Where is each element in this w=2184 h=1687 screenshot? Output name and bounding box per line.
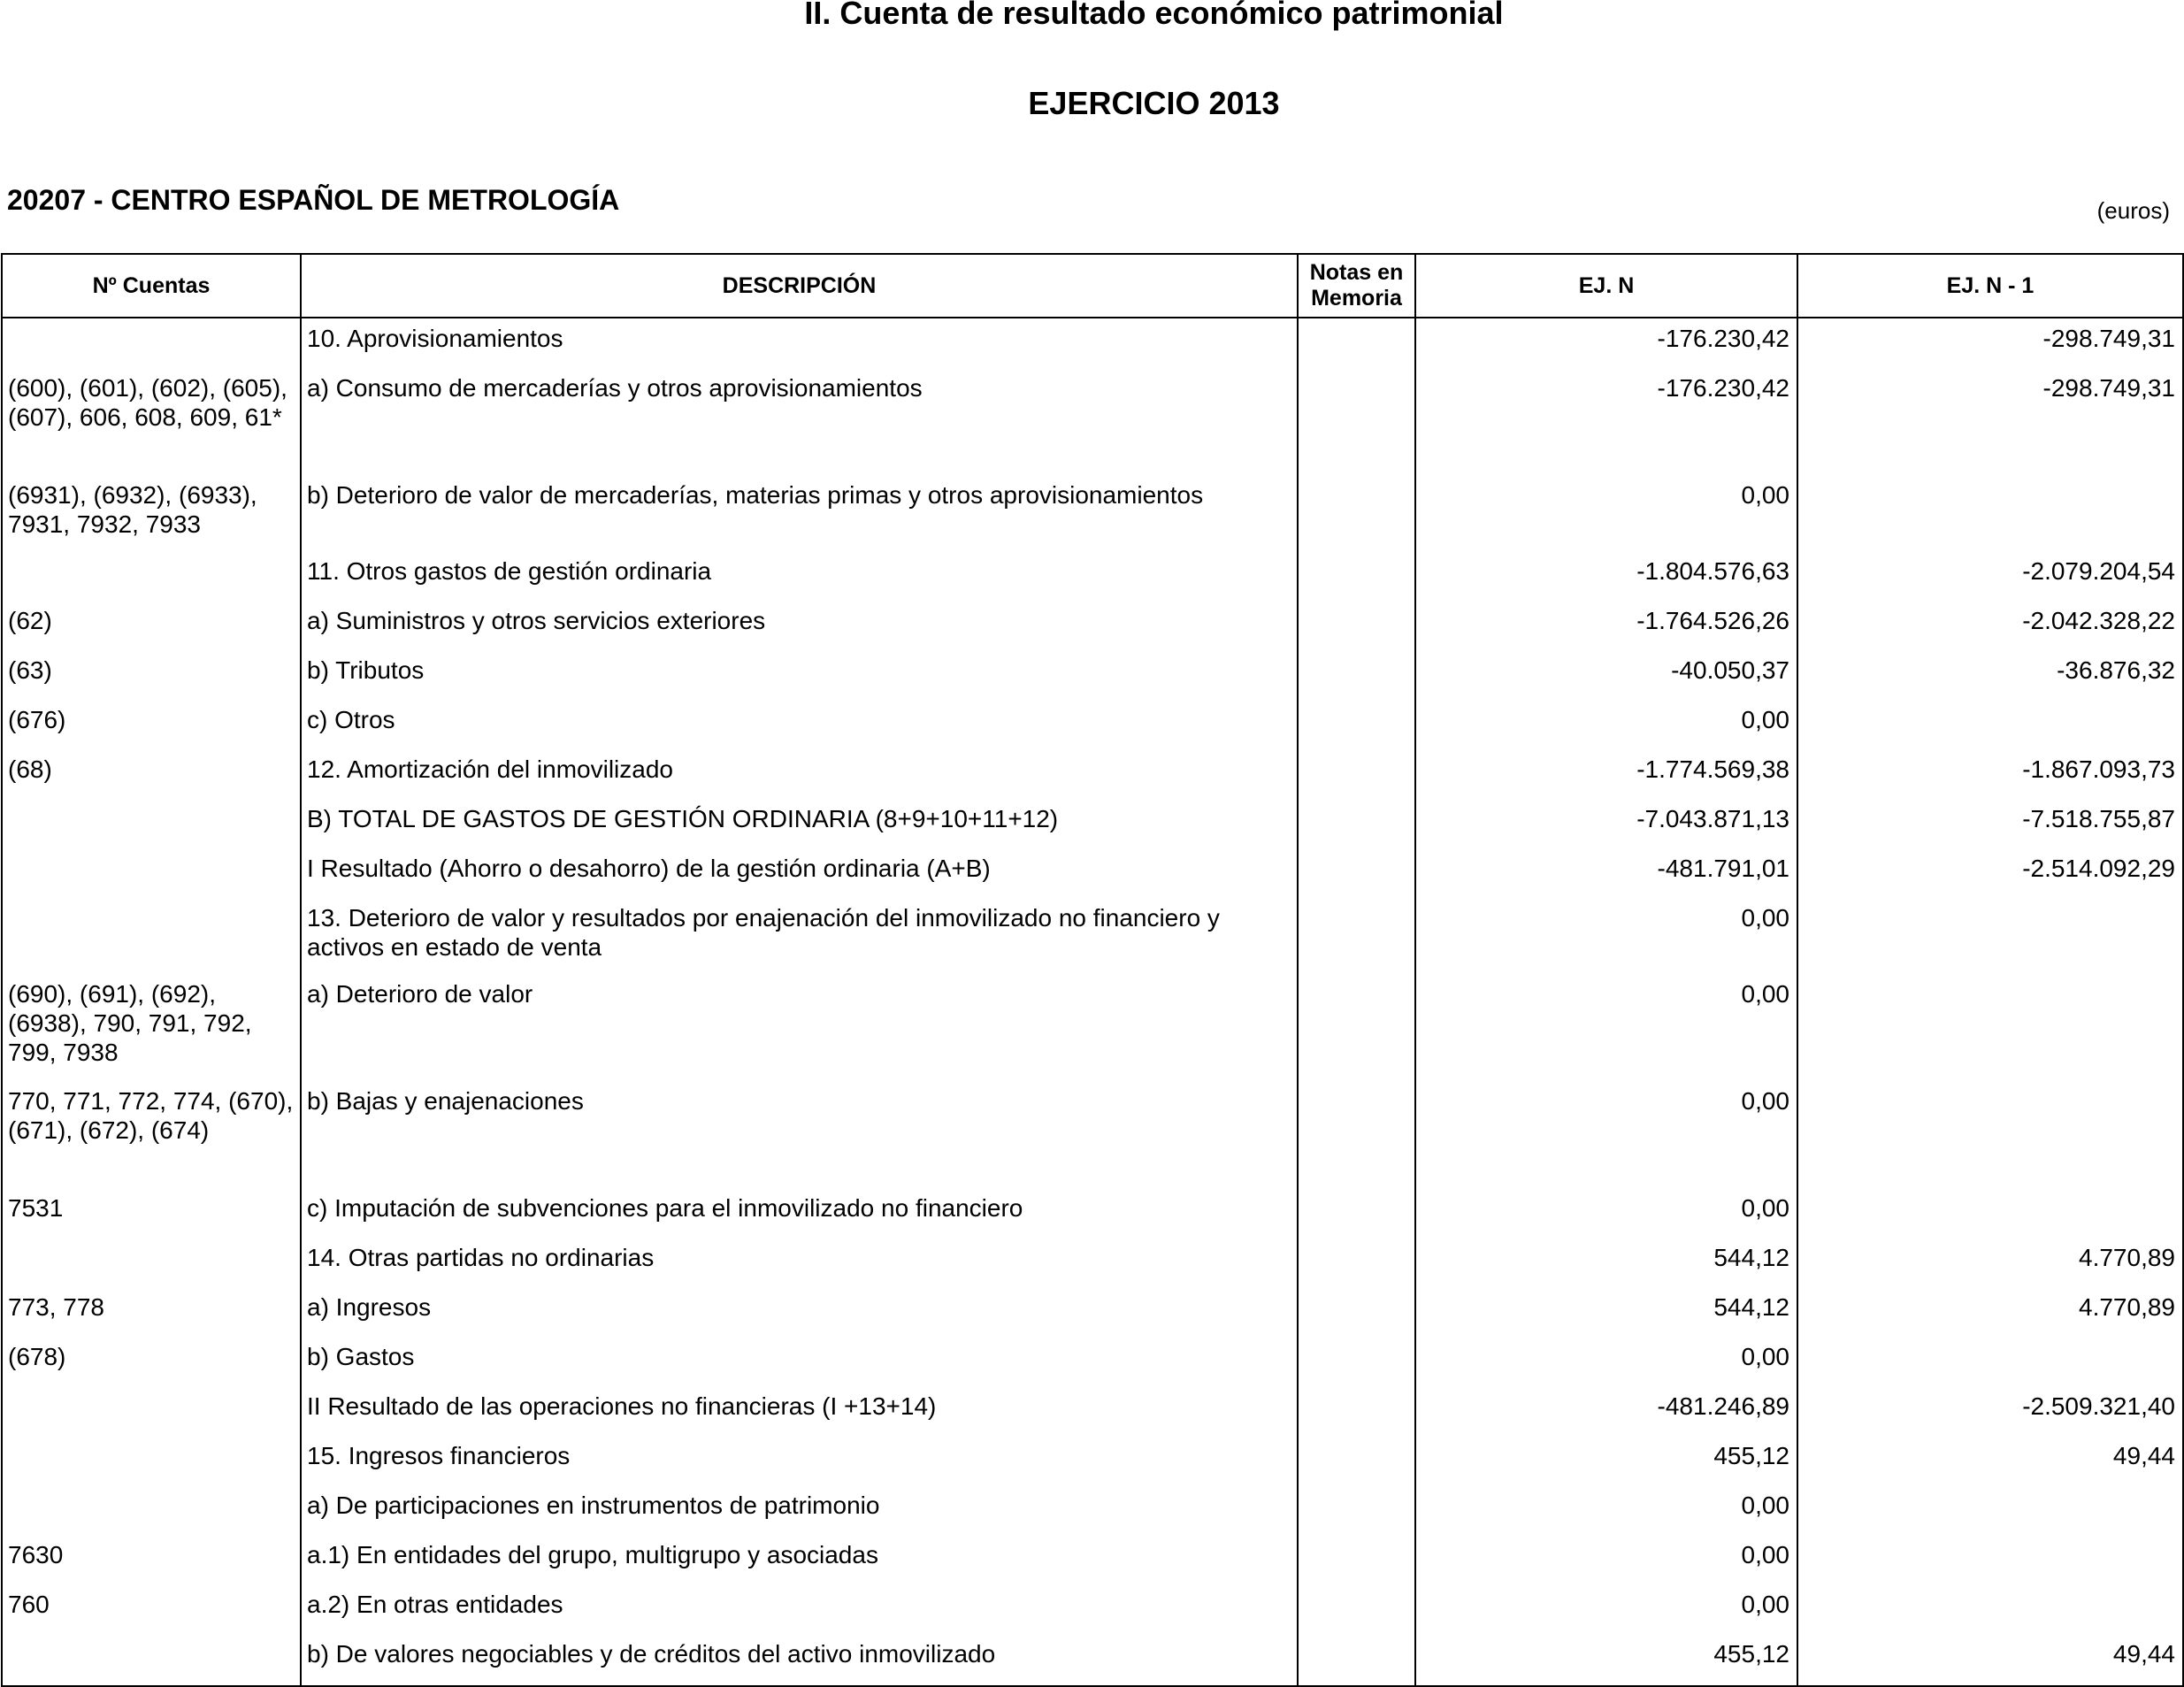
description-cell: 13. Deterioro de valor y resultados por enajenación del inmovilizado no financiero y activos en estado de venta (301, 900, 1298, 976)
column-header-notes (1298, 254, 1415, 318)
column-header-previous-year: EJ. N - 1 (1797, 254, 2183, 318)
description-cell: a) Suministros y otros servicios exteriores (301, 602, 1298, 652)
account-codes-cell: 760 (2, 1586, 301, 1636)
table-row (2, 900, 2183, 976)
notes-cell (1298, 976, 1415, 1083)
table-body (2, 318, 2183, 1686)
description-cell: b) Deterioro de valor de mercaderías, materias primas y otros aprovisionamientos (301, 477, 1298, 553)
description-cell: a) Consumo de mercaderías y otros aprovisionamientos (301, 370, 1298, 477)
table-row (2, 553, 2183, 602)
notes-cell (1298, 477, 1415, 553)
description-cell: I Resultado (Ahorro o desahorro) de la gestión ordinaria (A+B) (301, 850, 1298, 900)
table-row (2, 1190, 2183, 1239)
account-codes-cell: (678) (2, 1338, 301, 1388)
column-header-description: DESCRIPCIÓN (301, 254, 1298, 318)
description-cell: a) De participaciones en instrumentos de patrimonio (301, 1487, 1298, 1537)
notes-cell (1298, 1239, 1415, 1289)
previous-year-amount: -36.876,32 (1797, 652, 2183, 702)
table-row (2, 1438, 2183, 1487)
account-codes-cell (2, 850, 301, 900)
notes-cell (1298, 1388, 1415, 1438)
notes-cell (1298, 850, 1415, 900)
description-cell: b) Gastos (301, 1338, 1298, 1388)
current-year-amount: 0,00 (1415, 976, 1797, 1083)
current-year-amount: -1.774.569,38 (1415, 751, 1797, 801)
notes-cell (1298, 1586, 1415, 1636)
notes-cell (1298, 652, 1415, 702)
current-year-amount: 0,00 (1415, 1487, 1797, 1537)
previous-year-amount: -2.514.092,29 (1797, 850, 2183, 900)
current-year-amount: 0,00 (1415, 1083, 1797, 1190)
current-year-amount: -176.230,42 (1415, 318, 1797, 370)
current-year-amount: -481.246,89 (1415, 1388, 1797, 1438)
previous-year-amount (1797, 1083, 2183, 1190)
description-cell: 12. Amortización del inmovilizado (301, 751, 1298, 801)
description-cell: b) De valores negociables y de créditos del activo inmovilizado (301, 1636, 1298, 1686)
previous-year-amount: 49,44 (1797, 1438, 2183, 1487)
notes-cell (1298, 1083, 1415, 1190)
previous-year-amount: -7.518.755,87 (1797, 801, 2183, 850)
description-cell: B) TOTAL DE GASTOS DE GESTIÓN ORDINARIA (8+9+10+11+12) (301, 801, 1298, 850)
previous-year-amount (1797, 1586, 2183, 1636)
current-year-amount: 0,00 (1415, 900, 1797, 976)
notes-cell (1298, 702, 1415, 751)
account-codes-cell: (676) (2, 702, 301, 751)
notes-cell (1298, 1487, 1415, 1537)
account-codes-cell (2, 801, 301, 850)
description-cell: 11. Otros gastos de gestión ordinaria (301, 553, 1298, 602)
column-header-accounts: Nº Cuentas (2, 254, 301, 318)
account-codes-cell: 773, 778 (2, 1289, 301, 1338)
previous-year-amount: 49,44 (1797, 1636, 2183, 1686)
description-cell: a.2) En otras entidades (301, 1586, 1298, 1636)
report-title: II. Cuenta de resultado económico patrimonial (804, 0, 1504, 31)
previous-year-amount: -298.749,31 (1797, 318, 2183, 370)
previous-year-amount: -2.079.204,54 (1797, 553, 2183, 602)
current-year-amount: -40.050,37 (1415, 652, 1797, 702)
description-cell: a) Ingresos (301, 1289, 1298, 1338)
account-codes-cell (2, 1636, 301, 1686)
income-statement-table (1, 253, 2184, 1687)
description-cell: a.1) En entidades del grupo, multigrupo y asociadas (301, 1537, 1298, 1586)
description-cell: c) Imputación de subvenciones para el inmovilizado no financiero (301, 1190, 1298, 1239)
previous-year-amount: 4.770,89 (1797, 1239, 2183, 1289)
previous-year-amount (1797, 1487, 2183, 1537)
notes-cell (1298, 602, 1415, 652)
account-codes-cell (2, 318, 301, 370)
account-codes-cell: 7531 (2, 1190, 301, 1239)
table-row (2, 702, 2183, 751)
current-year-amount: 544,12 (1415, 1289, 1797, 1338)
currency-unit: (euros) (2096, 197, 2170, 224)
table-row (2, 1289, 2183, 1338)
table-row (2, 1083, 2183, 1190)
column-header-notes-line1: Notas en (1309, 260, 1404, 285)
description-cell: II Resultado de las operaciones no financieras (I +13+14) (301, 1388, 1298, 1438)
account-codes-cell (2, 900, 301, 976)
table-row (2, 1338, 2183, 1388)
notes-cell (1298, 1190, 1415, 1239)
notes-cell (1298, 1636, 1415, 1686)
table-row (2, 370, 2183, 477)
current-year-amount: -1.804.576,63 (1415, 553, 1797, 602)
column-header-current-year: EJ. N (1415, 254, 1797, 318)
account-codes-cell (2, 1388, 301, 1438)
table-row (2, 477, 2183, 553)
table-row (2, 1388, 2183, 1438)
table-row (2, 1487, 2183, 1537)
previous-year-amount (1797, 976, 2183, 1083)
account-codes-cell (2, 1438, 301, 1487)
previous-year-amount (1797, 702, 2183, 751)
current-year-amount: 0,00 (1415, 1190, 1797, 1239)
table-row (2, 1537, 2183, 1586)
notes-cell (1298, 1438, 1415, 1487)
table-row (2, 602, 2183, 652)
account-codes-cell: (6931), (6932), (6933), 7931, 7932, 7933 (2, 477, 301, 553)
previous-year-amount: -2.509.321,40 (1797, 1388, 2183, 1438)
account-codes-cell: (63) (2, 652, 301, 702)
previous-year-amount (1797, 900, 2183, 976)
current-year-amount: -176.230,42 (1415, 370, 1797, 477)
notes-cell (1298, 751, 1415, 801)
table-row (2, 1586, 2183, 1636)
account-codes-cell (2, 1239, 301, 1289)
previous-year-amount: -298.749,31 (1797, 370, 2183, 477)
table-row (2, 751, 2183, 801)
previous-year-amount (1797, 1190, 2183, 1239)
table-row (2, 976, 2183, 1083)
notes-cell (1298, 318, 1415, 370)
current-year-amount: -1.764.526,26 (1415, 602, 1797, 652)
notes-cell (1298, 801, 1415, 850)
description-cell: 10. Aprovisionamientos (301, 318, 1298, 370)
current-year-amount: 0,00 (1415, 1537, 1797, 1586)
account-codes-cell: 770, 771, 772, 774, (670), (671), (672), (674) (2, 1083, 301, 1190)
fiscal-year-heading: EJERCICIO 2013 (1028, 85, 1280, 121)
previous-year-amount: -1.867.093,73 (1797, 751, 2183, 801)
previous-year-amount (1797, 1338, 2183, 1388)
current-year-amount: 0,00 (1415, 702, 1797, 751)
account-codes-cell: (600), (601), (602), (605), (607), 606, 608, 609, 61* (2, 370, 301, 477)
previous-year-amount (1797, 477, 2183, 553)
table-row (2, 1239, 2183, 1289)
notes-cell (1298, 1537, 1415, 1586)
table-header-row (2, 254, 2183, 318)
table-row (2, 1636, 2183, 1686)
previous-year-amount: -2.042.328,22 (1797, 602, 2183, 652)
current-year-amount: 455,12 (1415, 1438, 1797, 1487)
column-header-notes-line2: Memoria (1311, 286, 1402, 311)
notes-cell (1298, 553, 1415, 602)
account-codes-cell (2, 553, 301, 602)
account-codes-cell: 7630 (2, 1537, 301, 1586)
table-row (2, 318, 2183, 370)
description-cell: 14. Otras partidas no ordinarias (301, 1239, 1298, 1289)
current-year-amount: -7.043.871,13 (1415, 801, 1797, 850)
current-year-amount: 0,00 (1415, 1338, 1797, 1388)
table-row (2, 850, 2183, 900)
notes-cell (1298, 1289, 1415, 1338)
description-cell: b) Tributos (301, 652, 1298, 702)
account-codes-cell: (62) (2, 602, 301, 652)
description-cell: 15. Ingresos financieros (301, 1438, 1298, 1487)
current-year-amount: 0,00 (1415, 477, 1797, 553)
current-year-amount: -481.791,01 (1415, 850, 1797, 900)
description-cell: c) Otros (301, 702, 1298, 751)
table-row (2, 652, 2183, 702)
account-codes-cell: (68) (2, 751, 301, 801)
current-year-amount: 455,12 (1415, 1636, 1797, 1686)
entity-name: 20207 - CENTRO ESPAÑOL DE METROLOGÍA (7, 184, 620, 216)
table-row (2, 801, 2183, 850)
account-codes-cell: (690), (691), (692), (6938), 790, 791, 792, 799, 7938 (2, 976, 301, 1083)
current-year-amount: 0,00 (1415, 1586, 1797, 1636)
description-cell: a) Deterioro de valor (301, 976, 1298, 1083)
notes-cell (1298, 1338, 1415, 1388)
current-year-amount: 544,12 (1415, 1239, 1797, 1289)
previous-year-amount (1797, 1537, 2183, 1586)
notes-cell (1298, 900, 1415, 976)
previous-year-amount: 4.770,89 (1797, 1289, 2183, 1338)
description-cell: b) Bajas y enajenaciones (301, 1083, 1298, 1190)
notes-cell (1298, 370, 1415, 477)
account-codes-cell (2, 1487, 301, 1537)
